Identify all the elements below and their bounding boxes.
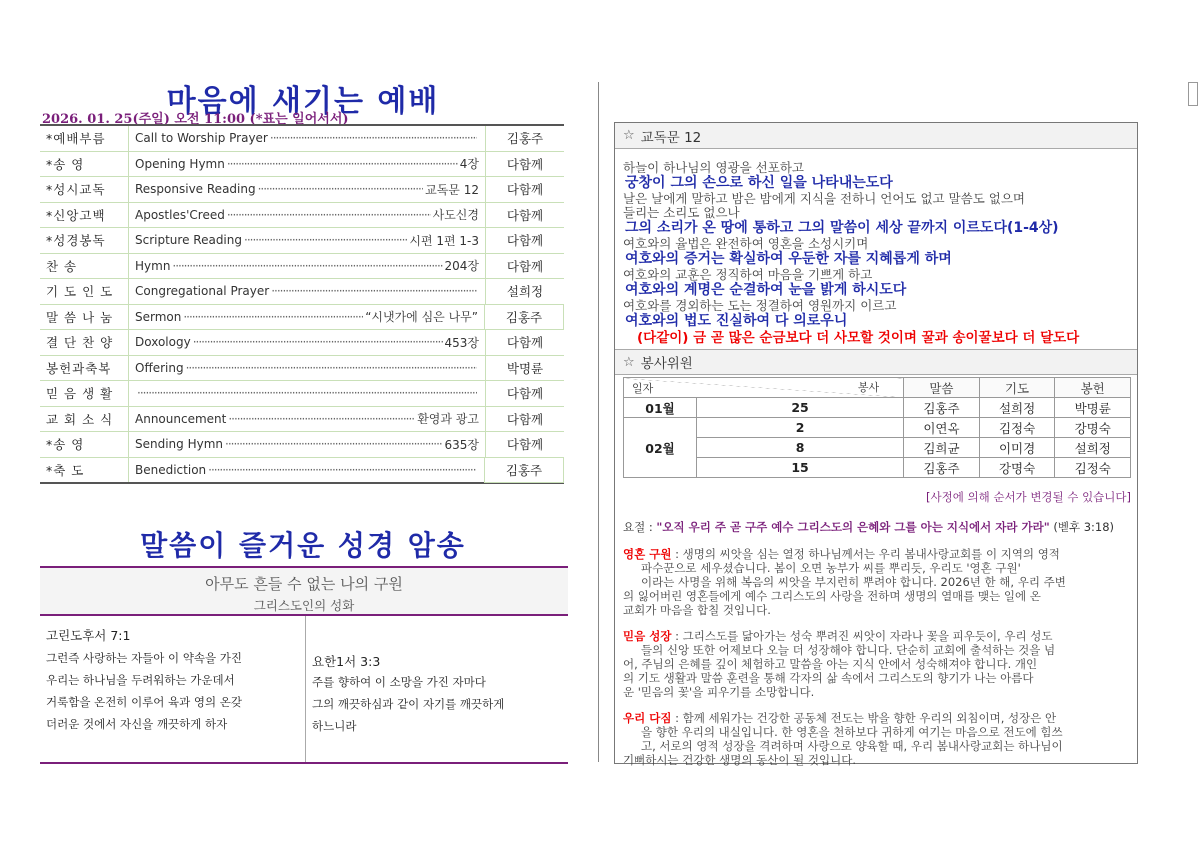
- worship-item: [128, 152, 485, 177]
- worship-row: [40, 279, 564, 305]
- leader-dots: [208, 463, 476, 477]
- worship-item-detail: 교독문 12: [425, 182, 479, 197]
- cell: 김홍주: [904, 398, 980, 418]
- paragraph-salvation: [623, 547, 1133, 617]
- day-cell: 8: [697, 438, 904, 458]
- day-cell: 25: [697, 398, 904, 418]
- right-panel: [614, 122, 1138, 767]
- para-label: 우리 다짐: [623, 711, 672, 725]
- worship-item-en: Offering: [135, 360, 184, 375]
- worship-item-en: Doxology: [135, 335, 191, 350]
- para-line: 기뻐하시는 건강한 생명의 동산이 될 것입니다.: [623, 753, 857, 767]
- verse-column-2: [306, 616, 568, 762]
- cell: 설희정: [1055, 438, 1131, 458]
- star-icon: ☆: [623, 128, 635, 143]
- memory-verses: [40, 616, 568, 764]
- worship-item: [128, 330, 485, 355]
- worship-item-en: Sending Hymn: [135, 437, 224, 452]
- para-line: 운 '믿음의 꽃'을 피우기를 소망합니다.: [623, 685, 815, 699]
- verse2-line: 그의 깨끗하심과 같이 자기를 깨끗하게: [312, 697, 505, 711]
- worship-category: *성경봉독: [46, 233, 106, 249]
- paragraph-growth: [623, 629, 1133, 699]
- reading-congregation-line: 궁창이 그의 손으로 하신 일을 나타내는도다: [625, 175, 893, 191]
- worship-item-en: Scripture Reading: [135, 233, 242, 248]
- table-row: [624, 418, 1131, 438]
- service-table: [623, 377, 1131, 478]
- star-icon: ☆: [623, 354, 635, 370]
- worship-row: [40, 203, 564, 229]
- reading-congregation-line: 여호와의 계명은 순결하여 눈을 밝게 하시도다: [625, 282, 907, 298]
- worship-item-detail: 204장: [444, 259, 479, 274]
- memory-heading-box: [40, 566, 568, 616]
- para-line: 의 기도 생활과 말씀 훈련을 통해 각자의 삶 속에서 그리스도의 향기가 나는 아름다: [623, 671, 1034, 685]
- para-line: : 생명의 씨앗을 심는 열정 하나님께서는 우리 봄내사랑교회를 이 지역의 영적: [671, 547, 1060, 561]
- worship-category: 결 단 찬 양: [46, 335, 114, 351]
- worship-leader: 다함께: [485, 152, 564, 177]
- worship-item: [128, 177, 485, 202]
- service-title: 봉사위원: [640, 356, 693, 372]
- verse2-ref: 요한1서 3:3: [312, 654, 381, 669]
- worship-row: [40, 228, 564, 254]
- verse1-line: 우리는 하나님을 두려워하는 가운데서: [46, 673, 235, 687]
- day-cell: 15: [697, 458, 904, 478]
- leader-dots: [183, 310, 363, 324]
- worship-item: [128, 279, 485, 304]
- month-cell: 02월: [624, 418, 697, 478]
- worship-leader: 다함께: [485, 203, 564, 228]
- worship-item-en: Congregational Prayer: [135, 284, 270, 299]
- para-label: 믿음 성장: [623, 629, 672, 643]
- worship-item: [128, 432, 485, 457]
- cell: 김정숙: [979, 418, 1055, 438]
- worship-leader: 설희정: [485, 279, 564, 304]
- worship-leader: 다함께: [485, 254, 564, 279]
- worship-item: [128, 407, 485, 432]
- reading-header: [615, 123, 1137, 149]
- verse2-line: 주를 향하여 이 소망을 가진 자마다: [312, 675, 486, 689]
- worship-row: [40, 152, 564, 178]
- cell: 박명륜: [1055, 398, 1131, 418]
- reading-congregation-line: 여호와의 법도 진실하여 다 의로우니: [625, 313, 848, 329]
- worship-title: 마음에 새기는 예배: [166, 84, 440, 119]
- worship-row: [40, 254, 564, 280]
- worship-row: [40, 126, 564, 152]
- leader-dots: [244, 233, 407, 247]
- worship-item-en: Sermon: [135, 309, 182, 324]
- worship-category: 기 도 인 도: [46, 284, 114, 300]
- worship-item: [128, 381, 485, 406]
- worship-leader: 다함께: [485, 407, 564, 432]
- cell: 강명숙: [1055, 418, 1131, 438]
- worship-order-table: [40, 124, 564, 484]
- goal-verse: "오직 우리 주 곧 구주 예수 그리스도의 은혜와 그를 아는 지식에서 자라 가라": [656, 520, 1050, 534]
- cell: 강명숙: [979, 458, 1055, 478]
- col-prayer: 기도: [979, 378, 1055, 398]
- responsive-reading: [623, 161, 1133, 347]
- goal-ref: (벧후 3:18): [1049, 520, 1115, 534]
- worship-row: [40, 330, 564, 356]
- para-line: 어, 주님의 은혜를 깊이 체험하고 말씀을 아는 지식 안에서 성숙해져야 합니다. 개인: [623, 657, 1038, 671]
- para-line: 의 잃어버린 영혼들에게 예수 그리스도의 사랑을 전하며 생명의 열매를 맺는 일에 온: [623, 589, 1041, 603]
- service-note: [사정에 의해 순서가 변경될 수 있습니다]: [926, 490, 1131, 504]
- col-sermon: 말씀: [904, 378, 980, 398]
- leader-dots: [270, 131, 477, 145]
- para-line: 교회가 마음을 합칠 것입니다.: [623, 603, 771, 617]
- worship-category: *예배부름: [46, 131, 106, 147]
- worship-item: [128, 356, 485, 381]
- corner-bottom: 일자: [632, 382, 654, 395]
- cell: 이연옥: [904, 418, 980, 438]
- worship-row: [40, 356, 564, 382]
- para-line: 들의 신앙 또한 어제보다 오늘 더 성장해야 합니다. 단순히 교회에 출석하는 것을 넘: [641, 643, 1056, 657]
- table-row: [624, 438, 1131, 458]
- worship-row: [40, 407, 564, 433]
- leader-dots: [227, 157, 458, 171]
- goal-label: 요절 :: [623, 520, 657, 534]
- worship-row: [40, 432, 564, 458]
- leader-dots: [172, 259, 442, 273]
- para-line: : 그리스도를 닮아가는 성숙 뿌려진 씨앗이 자라나 꽃을 피우듯이, 우리 성도: [671, 629, 1053, 643]
- day-cell: 2: [697, 418, 904, 438]
- worship-item: [128, 228, 485, 253]
- reading-leader-line: 여호와의 율법은 완전하여 영혼을 소성시키며: [623, 236, 869, 251]
- worship-leader: 박명륜: [485, 356, 564, 381]
- reading-leader-line: 하늘이 하나님의 영광을 선포하고: [623, 160, 804, 175]
- verse2-line: 하느니라: [312, 719, 357, 733]
- scrollbar-mark[interactable]: [1188, 82, 1198, 106]
- reading-leader-line: 여호와의 교훈은 정직하여 마음을 기쁘게 하고: [623, 267, 873, 282]
- worship-item-en: Benediction: [135, 462, 207, 477]
- worship-item-en: Hymn: [135, 258, 171, 273]
- worship-item-en: Call to Worship Prayer: [135, 131, 268, 146]
- verse-column-1: [40, 616, 306, 762]
- reading-leader-line: 날은 날에게 말하고 밤은 밤에게 지식을 전하니 언어도 없고 말씀도 없으며: [623, 191, 1025, 206]
- para-line: 을 향한 우리의 내실입니다. 한 영혼을 천하보다 귀하게 여기는 마음으로 전도에 힘쓰: [641, 725, 1063, 739]
- worship-leader: 김홍주: [484, 457, 564, 484]
- worship-item-detail: 사도신경: [432, 208, 479, 223]
- service-corner-cell: [624, 378, 904, 398]
- worship-item: [128, 203, 485, 228]
- verse1-line: 더러운 것에서 자신을 깨끗하게 하자: [46, 717, 228, 731]
- worship-row: [40, 458, 564, 483]
- cell: 김정숙: [1055, 458, 1131, 478]
- verse1-line: 거룩함을 온전히 이루어 육과 영의 온갖: [46, 695, 243, 709]
- para-line: 파수꾼으로 세우셨습니다. 봄이 오면 농부가 씨를 뿌리듯, 우리도 '영혼 구원': [641, 561, 1021, 575]
- worship-category: 교 회 소 식: [46, 411, 114, 427]
- worship-category: 말 씀 나 눔: [46, 309, 114, 325]
- worship-item-detail: 635장: [444, 437, 479, 452]
- worship-leader: 다함께: [485, 330, 564, 355]
- worship-row: [40, 381, 564, 407]
- corner-top: 봉사: [857, 381, 880, 394]
- leader-dots: [186, 361, 477, 375]
- table-row: [624, 398, 1131, 418]
- worship-category: 봉헌과축복: [46, 360, 112, 376]
- para-label: 영혼 구원: [623, 547, 672, 561]
- worship-category: *신앙고백: [46, 207, 106, 223]
- worship-item-detail: 453장: [444, 335, 479, 350]
- worship-item: [128, 126, 485, 151]
- worship-leader: 다함께: [485, 432, 564, 457]
- leader-dots: [258, 182, 424, 196]
- worship-item: [128, 305, 484, 330]
- table-row: [624, 458, 1131, 478]
- worship-item: [128, 254, 485, 279]
- cell: 김희균: [904, 438, 980, 458]
- worship-item: [128, 458, 484, 483]
- reading-leader-line: 들리는 소리도 없으나: [623, 205, 740, 220]
- worship-item-en: Announcement: [135, 411, 227, 426]
- verse1-ref: 고린도후서 7:1: [46, 628, 131, 643]
- leader-dots: [193, 335, 443, 349]
- worship-category: *성시교독: [46, 182, 106, 198]
- worship-item-detail: 시편 1편 1-3: [409, 233, 479, 248]
- worship-item-en: Apostles'Creed: [135, 207, 225, 222]
- reading-congregation-line: 그의 소리가 온 땅에 통하고 그의 말씀이 세상 끝까지 이르도다(1-4상): [625, 220, 1059, 236]
- memory-title: 말씀이 즐거운 성경 암송: [140, 529, 466, 562]
- reading-congregation-line: 여호와의 증거는 확실하여 우둔한 자를 지혜롭게 하며: [625, 251, 952, 267]
- worship-category: *송 영: [46, 156, 85, 172]
- worship-category: 찬 송: [46, 258, 78, 274]
- memory-heading: 아무도 흔들 수 없는 나의 구원: [205, 575, 403, 593]
- month-cell: 01월: [624, 398, 697, 418]
- cell: 이미경: [979, 438, 1055, 458]
- worship-item-detail: 환영과 광고: [417, 412, 479, 427]
- leader-dots: [137, 386, 477, 400]
- reading-title: 교독문 12: [640, 129, 702, 146]
- service-header: [615, 349, 1137, 375]
- worship-leader: 김홍주: [484, 304, 564, 331]
- leader-dots: [225, 437, 442, 451]
- verse1-line: 그런즉 사랑하는 자들아 이 약속을 가진: [46, 651, 243, 665]
- reading-leader-line: 여호와를 경외하는 도는 정결하여 영원까지 이르고: [623, 298, 897, 313]
- para-line: : 함께 세워가는 건강한 공동체 전도는 밖을 향한 우리의 외침이며, 성장은 안: [671, 711, 1057, 725]
- paragraph-pledge: [623, 711, 1133, 767]
- worship-item-detail: 4장: [459, 157, 479, 172]
- leader-dots: [227, 208, 431, 222]
- worship-category: *축 도: [46, 462, 85, 478]
- cell: 설희정: [979, 398, 1055, 418]
- goal-verse-line: [623, 519, 1114, 535]
- worship-item-en: Opening Hymn: [135, 156, 225, 171]
- col-offering: 봉헌: [1055, 378, 1131, 398]
- para-line: 고, 서로의 영적 성장을 격려하며 사랑으로 양육할 때, 우리 봄내사랑교회는 하나님이: [641, 739, 1063, 753]
- service-date: 2026. 01. 25(주일) 오전 11:00 (*표는 일어서서): [42, 112, 349, 127]
- para-line: 이라는 사명을 위해 복음의 씨앗을 부지런히 뿌려야 합니다. 2026년 한 해, 우리 주변: [641, 575, 1066, 589]
- worship-row: [40, 177, 564, 203]
- worship-leader: 다함께: [485, 177, 564, 202]
- cell: 김홍주: [904, 458, 980, 478]
- leader-dots: [228, 412, 415, 426]
- page-divider: [598, 82, 599, 762]
- reading-unison-line: (다같이) 금 곧 많은 순금보다 더 사모할 것이며 꿀과 송이꿀보다 더 달도다: [637, 330, 1080, 346]
- worship-item-detail: “시냇가에 심은 나무”: [365, 310, 478, 325]
- worship-leader: 김홍주: [485, 126, 564, 151]
- worship-item-en: Responsive Reading: [135, 182, 256, 197]
- leader-dots: [271, 284, 477, 298]
- worship-row: [40, 305, 564, 331]
- memory-subheading: 그리스도인의 성화: [253, 598, 355, 613]
- worship-category: 믿 음 생 활: [46, 386, 114, 402]
- worship-category: *송 영: [46, 437, 85, 453]
- worship-leader: 다함께: [485, 381, 564, 406]
- worship-leader: 다함께: [485, 228, 564, 253]
